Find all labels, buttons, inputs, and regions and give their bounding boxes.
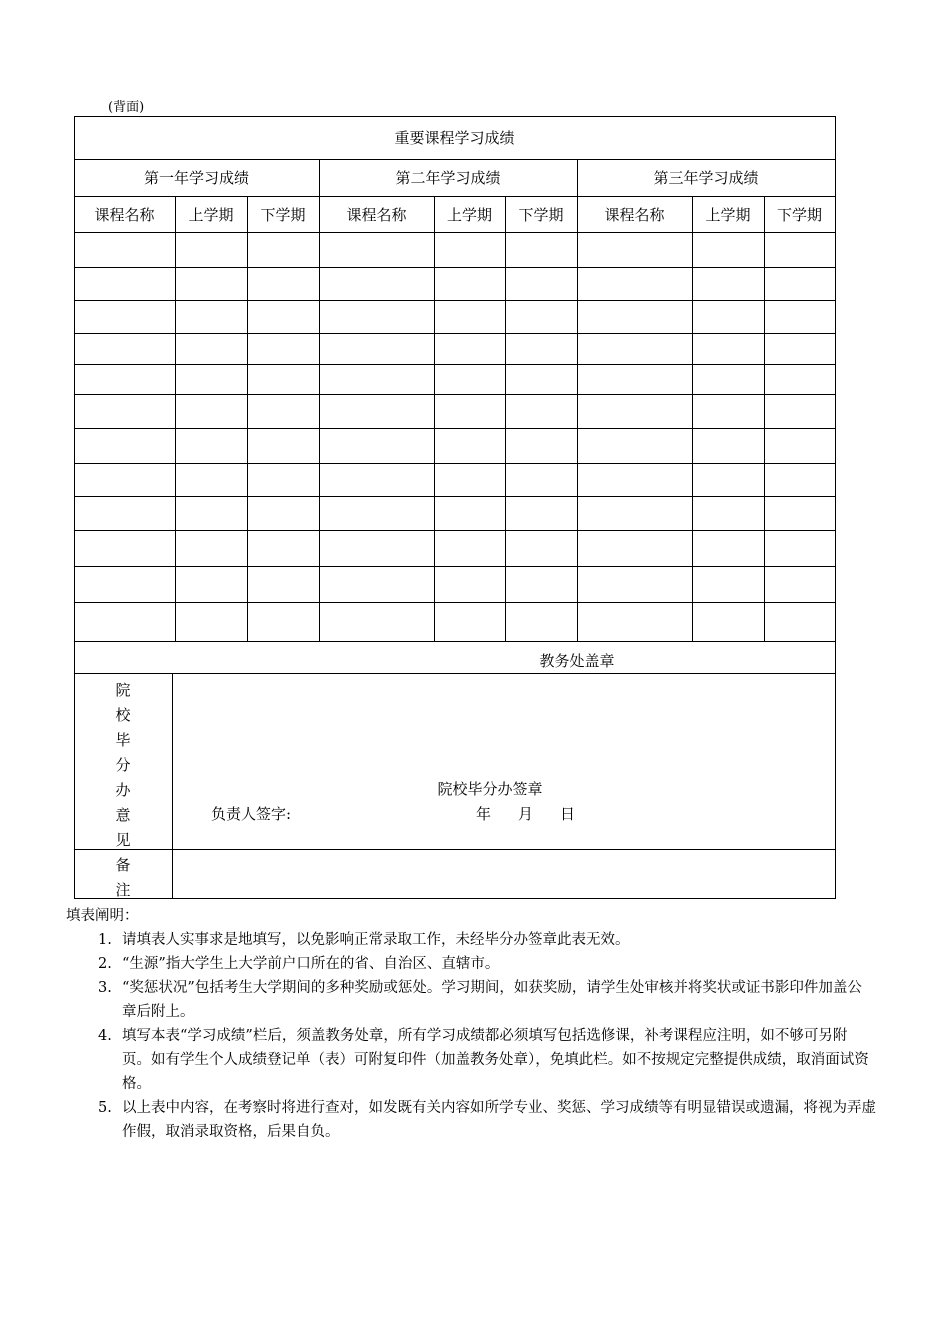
grade-entry-cell[interactable] <box>765 531 835 566</box>
grade-entry-cell[interactable] <box>506 603 577 641</box>
grade-entry-cell[interactable] <box>693 268 764 300</box>
opinion-label-char: 校 <box>115 706 131 724</box>
grade-entry-cell[interactable] <box>506 301 577 333</box>
grade-entry-cell[interactable] <box>693 567 764 602</box>
grade-entry-cell[interactable] <box>176 301 247 333</box>
grade-entry-cell[interactable] <box>320 395 434 428</box>
grade-entry-cell[interactable] <box>248 464 319 496</box>
grade-entry-cell[interactable] <box>506 464 577 496</box>
graduate-office-stamp-text: 院校毕分办签章 <box>437 780 543 798</box>
opinion-label-char: 毕 <box>115 731 131 749</box>
grade-entry-cell[interactable] <box>506 365 577 394</box>
grade-entry-cell[interactable] <box>506 334 577 364</box>
grade-entry-cell[interactable] <box>578 334 692 364</box>
grade-entry-cell[interactable] <box>320 301 434 333</box>
grade-entry-cell[interactable] <box>506 497 577 530</box>
grade-entry-cell[interactable] <box>75 365 175 394</box>
column-header: 课程名称 <box>346 205 407 224</box>
grade-entry-cell[interactable] <box>176 233 247 267</box>
grade-entry-cell[interactable] <box>75 603 175 641</box>
instructions-heading: 填表阐明： <box>66 908 139 924</box>
grade-entry-cell[interactable] <box>578 429 692 463</box>
grade-entry-cell[interactable] <box>765 301 835 333</box>
grade-entry-cell[interactable] <box>248 531 319 566</box>
grade-entry-cell[interactable] <box>693 301 764 333</box>
grade-entry-cell[interactable] <box>578 567 692 602</box>
grade-entry-cell[interactable] <box>435 497 505 530</box>
grade-entry-cell[interactable] <box>693 233 764 267</box>
grade-entry-cell[interactable] <box>578 464 692 496</box>
grade-entry-cell[interactable] <box>435 301 505 333</box>
column-header: 上学期 <box>188 205 234 224</box>
column-header: 课程名称 <box>604 205 665 224</box>
grade-entry-cell[interactable] <box>176 603 247 641</box>
grade-entry-cell[interactable] <box>693 497 764 530</box>
grade-entry-cell[interactable] <box>176 395 247 428</box>
date-day-label: 日 <box>560 805 576 823</box>
grade-entry-cell[interactable] <box>248 497 319 530</box>
grade-entry-cell[interactable] <box>435 603 505 641</box>
grade-entry-cell[interactable] <box>75 531 175 566</box>
grade-entry-cell[interactable] <box>320 464 434 496</box>
grade-entry-cell[interactable] <box>765 464 835 496</box>
instruction-item: 1. 请填表人实事求是地填写，以免影响正常录取工作，未经毕分办签章此表无效。 <box>98 932 630 948</box>
grade-entry-cell[interactable] <box>320 429 434 463</box>
grade-entry-cell[interactable] <box>765 429 835 463</box>
table-rule <box>319 159 320 197</box>
remarks-entry-area[interactable] <box>173 850 835 898</box>
grade-entry-cell[interactable] <box>506 395 577 428</box>
grade-entry-cell[interactable] <box>506 567 577 602</box>
grade-entry-cell[interactable] <box>693 334 764 364</box>
grade-entry-cell[interactable] <box>506 268 577 300</box>
grade-entry-cell[interactable] <box>578 603 692 641</box>
opinion-label-char: 意 <box>115 806 131 824</box>
grade-entry-cell[interactable] <box>75 334 175 364</box>
grade-entry-cell[interactable] <box>248 334 319 364</box>
grade-entry-cell[interactable] <box>435 567 505 602</box>
grade-entry-cell[interactable] <box>320 268 434 300</box>
grade-entry-cell[interactable] <box>435 233 505 267</box>
grade-entry-cell[interactable] <box>320 334 434 364</box>
grade-entry-cell[interactable] <box>248 301 319 333</box>
grade-entry-cell[interactable] <box>435 464 505 496</box>
table-bottom-border <box>74 898 836 899</box>
grade-entry-cell[interactable] <box>506 429 577 463</box>
date-month-label: 月 <box>518 805 534 823</box>
grade-entry-cell[interactable] <box>75 464 175 496</box>
grade-entry-cell[interactable] <box>176 531 247 566</box>
grade-entry-cell[interactable] <box>176 268 247 300</box>
grade-entry-cell[interactable] <box>435 268 505 300</box>
grade-entry-cell[interactable] <box>693 603 764 641</box>
grade-entry-cell[interactable] <box>75 233 175 267</box>
academic-office-stamp-label: 教务处盖章 <box>539 652 615 670</box>
grade-entry-cell[interactable] <box>248 365 319 394</box>
table-right-border <box>835 116 836 899</box>
grade-entry-cell[interactable] <box>578 497 692 530</box>
grade-entry-cell[interactable] <box>75 268 175 300</box>
opinion-entry-area[interactable] <box>173 674 835 770</box>
grade-entry-cell[interactable] <box>578 268 692 300</box>
back-side-label: (背面) <box>108 100 145 115</box>
opinion-label-char: 分 <box>115 756 131 774</box>
instruction-item: 4. 填写本表“学习成绩”栏后，须盖教务处章，所有学习成绩都必须填写包括选修课，补考课程应注明，如不够可另附页。如有学生个人成绩登记单（表）可附复印件（加盖教务处章），免填此栏。如不按规定完整提供成绩，取消面试资格。 <box>98 1028 869 1092</box>
remarks-label-char: 备 <box>115 856 131 874</box>
grade-entry-cell[interactable] <box>248 233 319 267</box>
grade-entry-cell[interactable] <box>578 395 692 428</box>
instruction-item: 2. “生源”指大学生上大学前户口所在的省、自治区、直辖市。 <box>98 956 500 972</box>
grade-entry-cell[interactable] <box>693 395 764 428</box>
grade-entry-cell[interactable] <box>248 429 319 463</box>
column-header: 下学期 <box>776 205 822 224</box>
grade-entry-cell[interactable] <box>435 395 505 428</box>
grade-entry-cell[interactable] <box>765 365 835 394</box>
grade-entry-cell[interactable] <box>578 365 692 394</box>
grade-entry-cell[interactable] <box>75 301 175 333</box>
grade-entry-cell[interactable] <box>506 233 577 267</box>
grade-entry-cell[interactable] <box>176 429 247 463</box>
column-header: 上学期 <box>705 205 751 224</box>
grade-entry-cell[interactable] <box>320 531 434 566</box>
grade-entry-cell[interactable] <box>435 334 505 364</box>
opinion-label-char: 院 <box>115 681 131 699</box>
grade-entry-cell[interactable] <box>765 497 835 530</box>
grade-entry-cell[interactable] <box>248 567 319 602</box>
grade-entry-cell[interactable] <box>578 301 692 333</box>
grade-entry-cell[interactable] <box>75 567 175 602</box>
column-header: 下学期 <box>518 205 564 224</box>
grade-entry-cell[interactable] <box>176 567 247 602</box>
grade-entry-cell[interactable] <box>435 429 505 463</box>
grade-entry-cell[interactable] <box>248 395 319 428</box>
fill-instructions <box>66 904 876 1144</box>
remarks-label-char: 注 <box>115 881 131 899</box>
year-header: 第二年学习成绩 <box>395 169 501 187</box>
grade-entry-cell[interactable] <box>75 395 175 428</box>
grade-entry-cell[interactable] <box>320 365 434 394</box>
grade-entry-cell[interactable] <box>320 233 434 267</box>
signer-label: 负责人签字: <box>211 805 292 823</box>
grade-entry-cell[interactable] <box>435 365 505 394</box>
grade-entry-cell[interactable] <box>320 497 434 530</box>
year-header: 第一年学习成绩 <box>143 169 249 187</box>
grade-entry-cell[interactable] <box>765 268 835 300</box>
grade-entry-cell[interactable] <box>248 268 319 300</box>
grade-entry-cell[interactable] <box>693 365 764 394</box>
grade-entry-cell[interactable] <box>176 365 247 394</box>
grade-entry-cell[interactable] <box>435 531 505 566</box>
grade-entry-cell[interactable] <box>248 603 319 641</box>
grade-entry-cell[interactable] <box>320 567 434 602</box>
table-rule <box>577 159 578 197</box>
instruction-item: 5. 以上表中内容，在考察时将进行查对，如发既有关内容如所学专业、奖惩、学习成绩等有明显错误或遗漏，将视为弄虚作假，取消录取资格，后果自负。 <box>98 1100 876 1140</box>
grade-entry-cell[interactable] <box>578 233 692 267</box>
column-header: 课程名称 <box>94 205 155 224</box>
column-header: 下学期 <box>260 205 306 224</box>
grade-entry-cell[interactable] <box>765 603 835 641</box>
grade-entry-cell[interactable] <box>320 603 434 641</box>
year-header: 第三年学习成绩 <box>653 169 759 187</box>
table-title: 重要课程学习成绩 <box>394 129 515 147</box>
instruction-item: 3. “奖惩状况”包括考生大学期间的多种奖励或惩处。学习期间，如获奖励，请学生处审核并将奖状或证书影印件加盖公章后附上。 <box>98 980 862 1020</box>
grade-entry-cell[interactable] <box>506 531 577 566</box>
date-year-label: 年 <box>476 805 492 823</box>
grade-entry-cell[interactable] <box>176 334 247 364</box>
grade-entry-cell[interactable] <box>693 429 764 463</box>
grade-entry-cell[interactable] <box>176 464 247 496</box>
grade-entry-cell[interactable] <box>765 395 835 428</box>
opinion-label-char: 见 <box>115 831 131 849</box>
grade-entry-cell[interactable] <box>176 497 247 530</box>
grade-entry-cell[interactable] <box>693 464 764 496</box>
grade-entry-cell[interactable] <box>765 233 835 267</box>
grade-entry-cell[interactable] <box>75 429 175 463</box>
grade-entry-cell[interactable] <box>765 334 835 364</box>
grade-entry-cell[interactable] <box>765 567 835 602</box>
column-header: 上学期 <box>446 205 492 224</box>
grade-entry-cell[interactable] <box>75 497 175 530</box>
grade-entry-cell[interactable] <box>578 531 692 566</box>
opinion-label-char: 办 <box>115 781 131 799</box>
grade-entry-cell[interactable] <box>693 531 764 566</box>
table-rule <box>74 641 836 642</box>
